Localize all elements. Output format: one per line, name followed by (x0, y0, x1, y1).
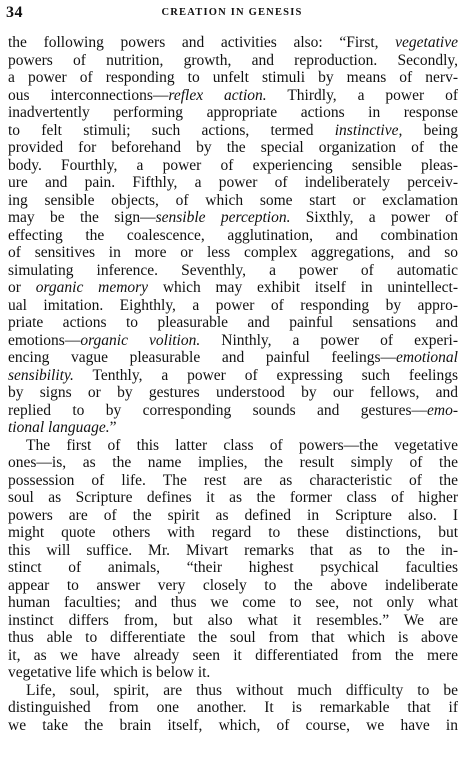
text-line (8, 682, 458, 700)
text-line (8, 612, 458, 630)
text-span: ” (109, 419, 117, 436)
text-span: encing vague pleasurable and painful feelings— (8, 349, 396, 366)
text-span: by signs or by gestures understood by our fellows, and (8, 384, 458, 401)
text-span: to felt stimuli; such actions, termed (8, 121, 335, 139)
italic-text: instinctive, (334, 121, 403, 139)
text-line (8, 647, 458, 665)
text-span: a power of responding to unfelt stimuli by means of nerv- (8, 69, 458, 86)
italic-text: emotional (396, 349, 458, 366)
text-line (8, 69, 458, 87)
text-span: effecting the coalescence, agglutination, and combination (8, 226, 458, 244)
text-span: the following powers and activities also: “First, (8, 34, 396, 51)
italic-text: reflex action. (168, 86, 267, 104)
text-line (8, 629, 458, 647)
running-title: CREATION IN GENESIS (161, 7, 303, 18)
text-line (8, 472, 458, 490)
text-span: being (402, 121, 458, 139)
text-span: Sixthly, a power of (290, 209, 458, 226)
text-line (8, 87, 458, 105)
text-span: possession of life. The rest are as characteristic of the (8, 471, 458, 489)
text-line (8, 419, 458, 437)
text-span: ones—is, as the name implies, the result simply of the (8, 454, 458, 471)
text-line (8, 52, 458, 70)
text-span: it, as we have already seen it differentiated from the mere (8, 646, 458, 664)
text-span: powers are of the spirit as defined in Scripture also. I (8, 506, 458, 524)
text-span: The first of this latter class of powers—the vegetative (26, 436, 458, 454)
italic-text: emo- (427, 401, 458, 419)
text-span: body. Fourthly, a power of experiencing sensible pleas- (8, 156, 458, 174)
text-span: replied to by corresponding sounds and gestures— (8, 401, 427, 419)
text-span: distinguished from one another. It is remarkable that if (8, 699, 458, 716)
text-span: thus able to differentiate the soul from that which is above (8, 629, 458, 646)
text-line (8, 699, 458, 717)
text-span: this will suffice. Mr. Mivart remarks that as to the in- (8, 541, 458, 559)
text-span: provided for beforehand by the special organization of the (8, 139, 458, 156)
text-span: inadvertently performing appropriate actions in response (8, 104, 458, 121)
text-line (8, 209, 458, 227)
text-span: we take the brain itself, which, of course, we have in (8, 716, 458, 734)
page-number: 34 (6, 4, 23, 21)
text-span: powers of nutrition, growth, and reproduction. Secondly, (8, 51, 458, 69)
text-span: Life, soul, spirit, are thus without much difficulty to be (26, 681, 458, 699)
text-line (8, 507, 458, 525)
text-line (8, 402, 458, 420)
text-span: simulating inference. Seventhly, a power of automatic (8, 261, 458, 279)
text-line (8, 314, 458, 332)
text-span: or (8, 279, 36, 296)
text-span: priate actions to pleasurable and painful sensations and (8, 314, 458, 331)
page-header (6, 2, 458, 24)
text-line (8, 104, 458, 122)
text-line (8, 349, 458, 367)
italic-text: vegetative (395, 34, 458, 51)
text-span: may be the sign— (8, 209, 156, 226)
text-span: ure and pain. Fifthly, a power of indeliberately perceiv- (8, 174, 458, 191)
italic-text: sensibility. (8, 366, 74, 384)
text-span: Thirdly, a power of (266, 86, 458, 104)
text-line (8, 227, 458, 245)
italic-text: organic memory (35, 279, 149, 296)
text-span: ous interconnections— (8, 86, 169, 104)
text-line (8, 367, 458, 385)
text-line (8, 489, 458, 507)
text-line (8, 664, 458, 682)
text-span: human faculties; and thus we come to see, not only what (8, 594, 458, 611)
text-span: which may exhibit itself in unintellect- (148, 279, 458, 296)
text-line (8, 717, 458, 735)
text-span: Ninthly, a power of experi- (200, 331, 458, 349)
text-span: might quote others with regard to these distinctions, but (8, 524, 458, 541)
text-span: emotions— (8, 331, 81, 349)
text-line (8, 279, 458, 297)
text-line (8, 297, 458, 315)
text-line (8, 122, 458, 140)
text-line (8, 437, 458, 455)
text-line (8, 577, 458, 595)
text-line (8, 192, 458, 210)
text-span: ing sensible objects, of which some start or exclamation (8, 191, 458, 209)
text-span: stinct of animals, “their highest psychical faculties (8, 559, 458, 576)
body-text (8, 34, 458, 734)
italic-text: tional language. (8, 419, 110, 436)
text-line (8, 542, 458, 560)
text-line (8, 34, 458, 52)
text-line (8, 384, 458, 402)
text-line (8, 174, 458, 192)
text-span: of sensitives in more or less complex aggregations, and so (8, 244, 458, 261)
text-line (8, 594, 458, 612)
text-span: appear to answer very closely to the above indeliberate (8, 576, 458, 594)
text-line (8, 139, 458, 157)
text-line (8, 262, 458, 280)
text-line (8, 157, 458, 175)
text-line (8, 332, 458, 350)
italic-text: organic volition. (80, 331, 201, 349)
text-span: soul as Scripture defines it as the former class of higher (8, 489, 458, 506)
text-span: ual imitation. Eighthly, a power of responding by appro- (8, 296, 458, 314)
text-span: instinct differs from, but also what it resembles.” We are (8, 611, 458, 629)
text-span: Tenthly, a power of expressing such feelings (73, 366, 458, 384)
italic-text: sensible perception. (155, 209, 291, 226)
text-line (8, 244, 458, 262)
text-line (8, 454, 458, 472)
text-span: vegetative life which is below it. (8, 664, 211, 681)
text-line (8, 524, 458, 542)
text-line (8, 559, 458, 577)
